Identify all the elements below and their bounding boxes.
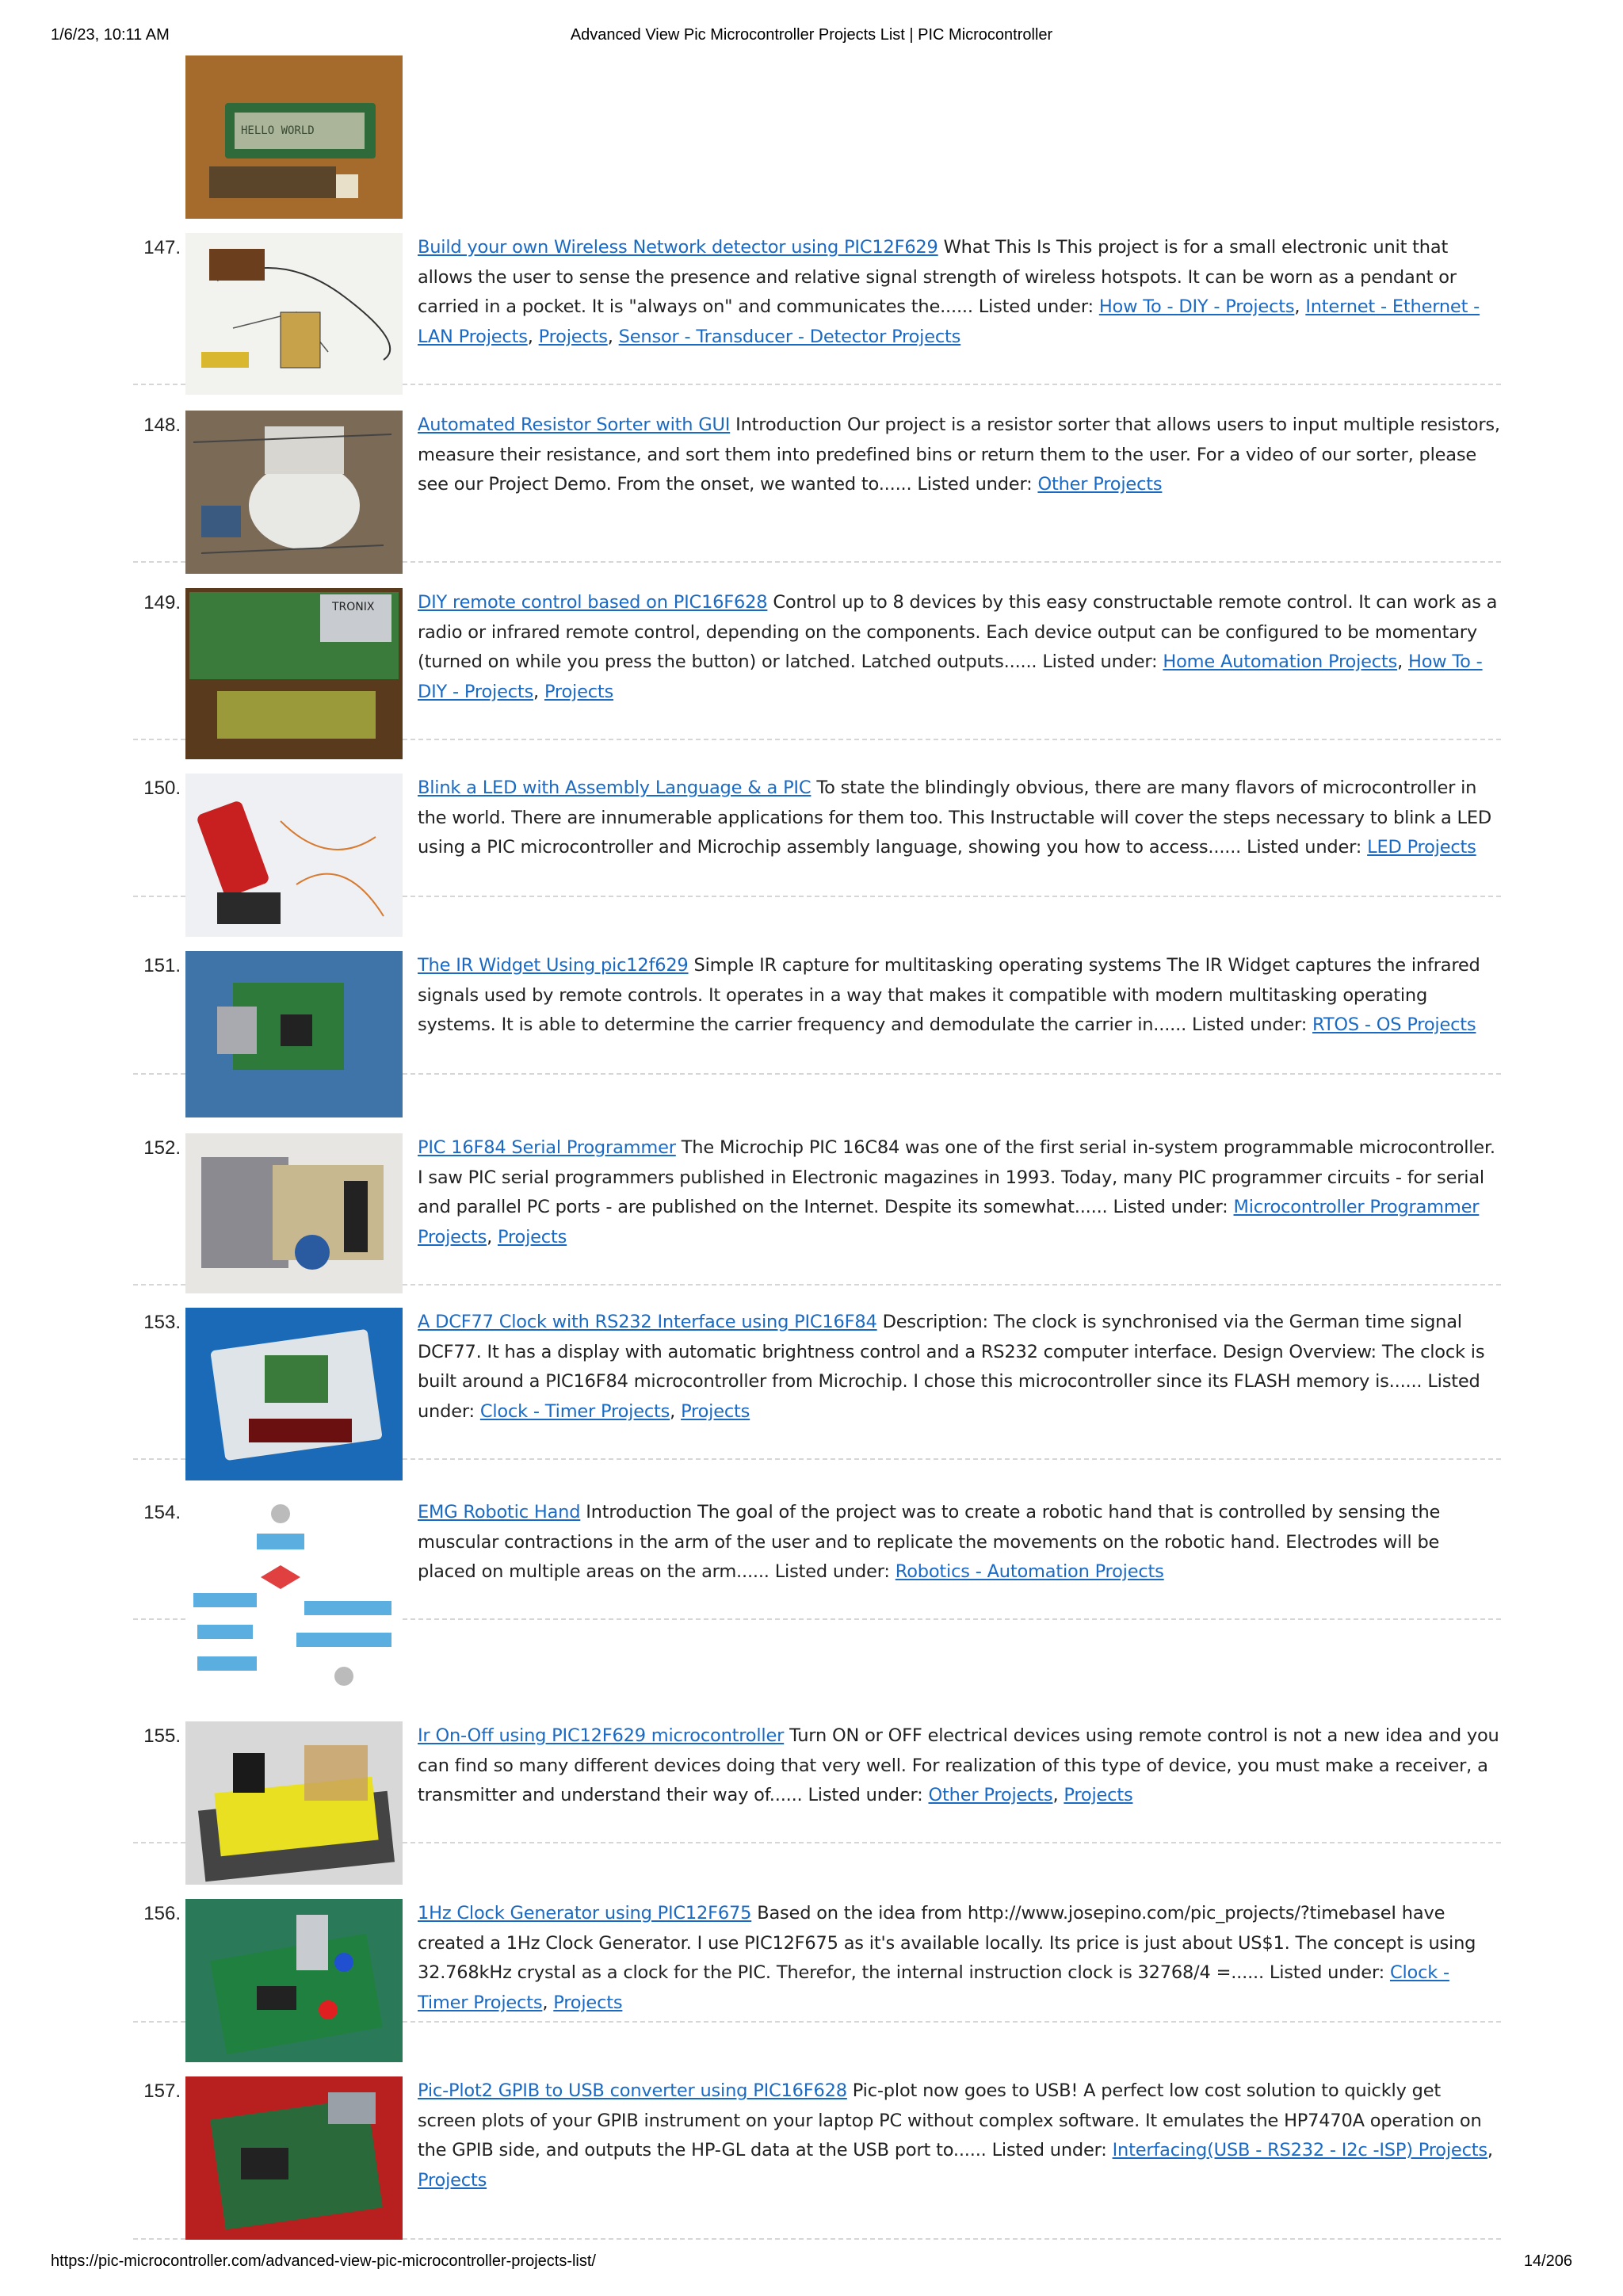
entry-title-link[interactable]: 1Hz Clock Generator using PIC12F675 (418, 1903, 752, 1924)
entry-description: What This Is This project is for a small electronic unit that allows the user to sense the presence and relative signal strength of wireless hotspots. It can be worn as a pendant or carried in a pocket. It is "always on" and communicates the...... (418, 237, 1457, 317)
list-item (133, 1498, 1501, 1620)
entry-title-link[interactable]: A DCF77 Clock with RS232 Interface using PIC16F84 (418, 1312, 877, 1332)
entry-title-link[interactable]: Automated Resistor Sorter with GUI (418, 415, 731, 435)
listed-under-label: Listed under: (418, 1371, 1480, 1422)
listed-under-label: Listed under: (1191, 1014, 1308, 1035)
hello-world-lcd-thumbnail[interactable] (185, 55, 403, 219)
listed-under-label: Listed under: (1269, 1962, 1384, 1983)
category-link[interactable]: Sensor - Transducer - Detector Projects (618, 326, 961, 347)
entry-body: PIC 16F84 Serial Programmer The Microchip PIC 16C84 was one of the first serial in-system programmable microcontroller. I saw PIC serial programmers published in Electronic magazines in 1993. Today, many PIC programmer circuits - for serial and parallel PC ports - are published on the Internet. Despite its somewhat...... Listed under: Microcontroller Programmer Projects, Projects (418, 1137, 1495, 1247)
listed-under-label: Listed under: (1042, 651, 1158, 672)
entry-number: 152. (143, 1137, 181, 1159)
category-link[interactable]: Projects (538, 326, 608, 347)
dcf77-clock-thumbnail[interactable] (185, 1308, 403, 1480)
category-link[interactable]: Interfacing(USB - RS232 - I2c -ISP) Projects (1112, 2140, 1487, 2160)
category-link[interactable]: Projects (498, 1226, 567, 1247)
blink-led-thumbnail[interactable] (185, 774, 403, 937)
print-page-title: Advanced View Pic Microcontroller Projects List | PIC Microcontroller (570, 26, 1053, 44)
resistor-sorter-thumbnail[interactable] (185, 411, 403, 574)
listed-under-label: Listed under: (917, 474, 1033, 495)
gpib-usb-converter-thumbnail[interactable] (185, 2076, 403, 2240)
category-link[interactable]: Microcontroller Programmer Projects (418, 1197, 1480, 1247)
entry-description: Introduction Our project is a resistor sorter that allows users to input multiple resistors, measure their resistance, and sort them into predefined bins or return them to the user. For a video of our sorter, please see our Project Demo. From the onset, we wanted to...... (418, 415, 1500, 495)
entry-body: Pic-Plot2 GPIB to USB converter using PIC16F628 Pic-plot now goes to USB! A perfect low cost solution to quickly get screen plots of your GPIB instrument on your laptop PC without complex software. It emulates the HP7470A operation on the GPIB side, and outputs the HP-GL data at the USB port to...... Listed under: Interfacing(USB - RS232 - I2c -ISP) Projects, Projects (418, 2080, 1493, 2191)
category-link[interactable]: RTOS - OS Projects (1312, 1014, 1476, 1035)
entry-description: To state the blindingly obvious, there are many flavors of microcontroller in the world. There are innumerable applications for them too. This Instructable will cover the steps necessary to blink a LED using a PIC microcontroller and Microchip assembly language, showing you how to access...... (418, 777, 1492, 858)
ir-onoff-thumbnail[interactable] (185, 1721, 403, 1885)
listed-under-label: Listed under: (978, 296, 1094, 317)
print-url: https://pic-microcontroller.com/advanced-view-pic-microcontroller-projects-list/ (51, 2252, 596, 2270)
entry-body (418, 411, 1501, 500)
list-item (133, 2076, 1501, 2240)
list-item (133, 1899, 1501, 2023)
entry-body (418, 951, 1501, 1041)
entry-number: 154. (143, 1502, 181, 1523)
list-item (133, 774, 1501, 897)
ir-widget-thumbnail[interactable] (185, 951, 403, 1117)
entry-body (418, 1498, 1501, 1587)
entry-body: Ir On-Off using PIC12F629 microcontroller Turn ON or OFF electrical devices using remote control is not a new idea and you can find so many different devices doing that very well. For realization of this type of device, you must make a receiver, a transmitter and understand their way of...... Listed under: Other Projects, Projects (418, 1725, 1499, 1805)
entry-number: 151. (143, 955, 181, 976)
entry-number: 148. (143, 415, 181, 436)
category-link[interactable]: Projects (681, 1400, 750, 1422)
entry-body (418, 774, 1501, 863)
entry-number: 155. (143, 1725, 181, 1747)
print-footer (51, 2252, 1572, 2276)
entry-title-link[interactable]: PIC 16F84 Serial Programmer (418, 1137, 676, 1158)
listed-under-label: Listed under: (1113, 1197, 1228, 1217)
entry-title-link[interactable]: The IR Widget Using pic12f629 (418, 955, 689, 976)
wireless-detector-thumbnail[interactable] (185, 233, 403, 395)
print-datetime: 1/6/23, 10:11 AM (51, 26, 170, 44)
list-item (133, 411, 1501, 563)
print-header (51, 26, 1572, 50)
entry-body: A DCF77 Clock with RS232 Interface using PIC16F84 Description: The clock is synchronised via the German time signal DCF77. It has a display with automatic brightness control and a RS232 computer interface. Design Overview: The clock is built around a PIC16F84 microcontroller from Microchip. I chose this microcontroller since its FLASH memory is...... Listed under: Clock - Timer Projects, Projects (418, 1312, 1485, 1422)
category-link[interactable]: Clock - Timer Projects (479, 1400, 670, 1422)
listed-under-label: Listed under: (991, 2140, 1107, 2160)
entry-description: Description: The clock is synchronised via the German time signal DCF77. It has a display with automatic brightness control and a RS232 computer interface. Design Overview: The clock is built around a PIC16F84 microcontroller from Microchip. I chose this microcontroller since its FLASH memory is...... (418, 1312, 1485, 1392)
list-item (133, 1133, 1501, 1286)
category-link[interactable]: How To - DIY - Projects (1098, 296, 1295, 317)
entry-body: 1Hz Clock Generator using PIC12F675 Based on the idea from http://www.josepino.com/pic_projects/?timebaseI have created a 1Hz Clock Generator. I use PIC12F675 as it's available locally. Its price is just about US$1. The concept is using 32.768kHz crystal as a clock for the PIC. Therefor, the internal instruction clock is 32768/4 =...... Listed under: Clock - Timer Projects, Projects (418, 1903, 1476, 2013)
category-link[interactable]: How To - DIY - Projects (418, 651, 1483, 702)
listed-under-label: Listed under: (774, 1561, 890, 1582)
entry-title-link[interactable]: Build your own Wireless Network detector using PIC12F629 (418, 237, 938, 258)
list-item (133, 233, 1501, 385)
category-link[interactable]: Projects (1064, 1785, 1133, 1805)
entry-description: Pic-plot now goes to USB! A perfect low cost solution to quickly get screen plots of your GPIB instrument on your laptop PC without complex software. It emulates the HP7470A operation on the GPIB side, and outputs the HP-GL data at the USB port to...... (418, 2080, 1482, 2160)
entry-number: 147. (143, 237, 181, 258)
entry-description: The Microchip PIC 16C84 was one of the first serial in-system programmable microcontroller. I saw PIC serial programmers published in Electronic magazines in 1993. Today, many PIC programmer circuits - for serial and parallel PC ports - are published on the Internet. Despite its somewhat...... (418, 1137, 1495, 1217)
category-link[interactable]: Projects (544, 681, 614, 702)
category-link[interactable]: Other Projects (1037, 474, 1163, 495)
entry-number: 156. (143, 1903, 181, 1924)
entry-number: 149. (143, 592, 181, 613)
listed-under-label: Listed under: (1247, 837, 1362, 858)
list-item (133, 1721, 1501, 1843)
category-link[interactable]: Projects (418, 2169, 487, 2191)
entry-number: 157. (143, 2080, 181, 2102)
entry-description: Simple IR capture for multitasking operating systems The IR Widget captures the infrared signals used by remote controls. It operates in a way that makes it compatible with modern multitasking operating systems. It is able to determine the carrier frequency and demodulate the carrier in...... (418, 955, 1480, 1035)
remote-control-board-thumbnail[interactable] (185, 588, 403, 759)
entry-title-link[interactable]: Pic-Plot2 GPIB to USB converter using PIC16F628 (418, 2080, 847, 2101)
entry-title-link[interactable]: Blink a LED with Assembly Language & a PIC (418, 777, 812, 798)
clock-generator-thumbnail[interactable] (185, 1899, 403, 2062)
entry-body: DIY remote control based on PIC16F628 Control up to 8 devices by this easy constructable remote control. It can work as a radio or infrared remote control, depending on the components. Each device output can be configured to be momentary (turned on while you press the button) or latched. Latched outputs...... Listed under: Home Automation Projects, How To - DIY - Projects, Projects (418, 592, 1498, 702)
entry-description: Control up to 8 devices by this easy constructable remote control. It can work as a radio or infrared remote control, depending on the components. Each device output can be configured to be momentary (turned on while you press the button) or latched. Latched outputs...... (418, 592, 1498, 672)
category-link[interactable]: Home Automation Projects (1163, 651, 1398, 672)
entry-title-link[interactable]: DIY remote control based on PIC16F628 (418, 592, 768, 613)
category-link[interactable]: LED Projects (1367, 837, 1476, 858)
entry-description: Turn ON or OFF electrical devices using remote control is not a new idea and you can find so many different devices doing that very well. For realization of this type of device, you must make a receiver, a transmitter and understand their way of...... (418, 1725, 1499, 1805)
entry-number: 150. (143, 777, 181, 799)
emg-flowchart-thumbnail[interactable] (185, 1498, 403, 1696)
list-item (133, 951, 1501, 1075)
category-link[interactable]: Projects (553, 1992, 623, 2013)
category-link[interactable]: Robotics - Automation Projects (895, 1561, 1164, 1582)
list-item (133, 1308, 1501, 1460)
entry-title-link[interactable]: EMG Robotic Hand (418, 1502, 581, 1522)
entry-number: 153. (143, 1312, 181, 1333)
entry-description: Introduction The goal of the project was to create a robotic hand that is controlled by sensing the muscular contractions in the arm of the user and to replicate the movements on the robotic hand. Electrodes will be placed on multiple areas on the arm...... (418, 1502, 1441, 1582)
serial-programmer-thumbnail[interactable] (185, 1133, 403, 1293)
print-page-number: 14/206 (1523, 2252, 1572, 2270)
category-link[interactable]: Clock - Timer Projects (418, 1962, 1449, 2013)
entry-description: Based on the idea from http://www.josepino.com/pic_projects/?timebaseI have created a 1Hz Clock Generator. I use PIC12F675 as it's available locally. Its price is just about US$1. The concept is using 32.768kHz crystal as a clock for the PIC. Therefor, the internal instruction clock is 32768/4 =...... (418, 1903, 1476, 1983)
svg-text:TRONIX: TRONIX (332, 601, 375, 613)
listed-under-label: Listed under: (808, 1785, 923, 1805)
category-link[interactable]: Internet - Ethernet - LAN Projects (418, 296, 1480, 347)
svg-text:HELLO WORLD: HELLO WORLD (241, 124, 315, 137)
entry-body: Build your own Wireless Network detector using PIC12F629 What This Is This project is for a small electronic unit that allows the user to sense the presence and relative signal strength of wireless hotspots. It can be worn as a pendant or carried in a pocket. It is "always on" and communicates the...... Listed under: How To - DIY - Projects, Internet - Ethernet - LAN Projects, Projects, Sensor - Transducer - Detector Projects (418, 237, 1480, 347)
category-link[interactable]: Other Projects (928, 1785, 1053, 1805)
entry-title-link[interactable]: Ir On-Off using PIC12F629 microcontroller (418, 1725, 785, 1746)
project-list (133, 55, 1501, 2191)
list-item (133, 588, 1501, 740)
